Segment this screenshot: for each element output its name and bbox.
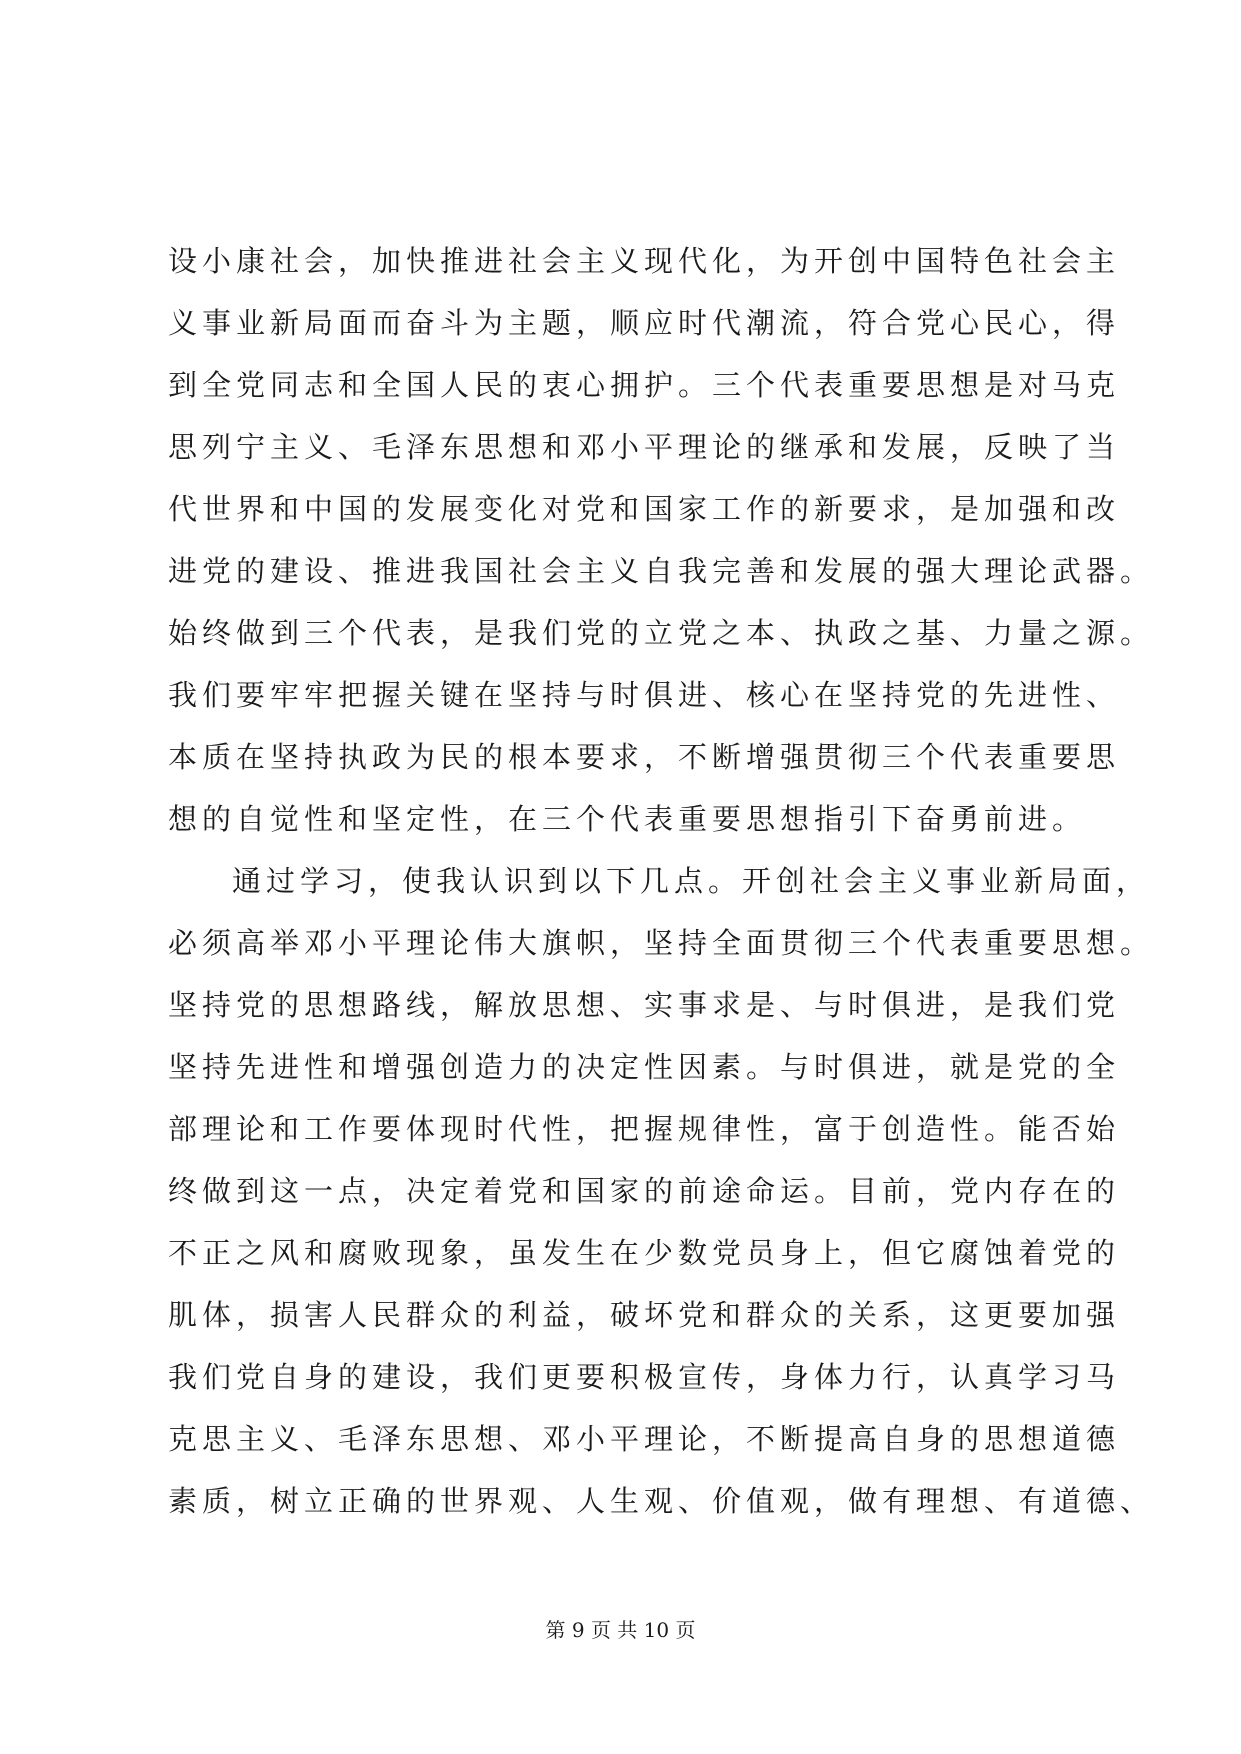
page-footer <box>0 1614 1241 1643</box>
paragraph <box>168 230 1155 850</box>
text-line: 我们党自身的建设，我们更要积极宣传，身体力行，认真学习马 <box>168 1360 1121 1394</box>
text-line: 始终做到三个代表，是我们党的立党之本、执政之基、力量之源。 <box>168 616 1155 650</box>
text-line: 部理论和工作要体现时代性，把握规律性，富于创造性。能否始 <box>168 1112 1121 1146</box>
text-line: 不正之风和腐败现象，虽发生在少数党员身上，但它腐蚀着党的 <box>168 1236 1121 1270</box>
page-number: 第 9 页 共 10 页 <box>545 1618 696 1642</box>
text-line: 克思主义、毛泽东思想、邓小平理论，不断提高自身的思想道德 <box>168 1422 1121 1456</box>
text-line: 本质在坚持执政为民的根本要求，不断增强贯彻三个代表重要思 <box>168 740 1121 774</box>
text-line: 设小康社会，加快推进社会主义现代化，为开创中国特色社会主 <box>168 244 1121 278</box>
text-line: 义事业新局面而奋斗为主题，顺应时代潮流，符合党心民心，得 <box>168 306 1121 340</box>
text-line: 坚持党的思想路线，解放思想、实事求是、与时俱进，是我们党 <box>168 988 1121 1022</box>
text-line: 肌体，损害人民群众的利益，破坏党和群众的关系，这更要加强 <box>168 1298 1121 1332</box>
text-line: 到全党同志和全国人民的衷心拥护。三个代表重要思想是对马克 <box>168 368 1121 402</box>
text-line: 进党的建设、推进我国社会主义自我完善和发展的强大理论武器。 <box>168 554 1155 588</box>
text-line: 我们要牢牢把握关键在坚持与时俱进、核心在坚持党的先进性、 <box>168 678 1121 712</box>
text-line: 想的自觉性和坚定性，在三个代表重要思想指引下奋勇前进。 <box>168 802 1087 836</box>
text-line: 通过学习，使我认识到以下几点。开创社会主义事业新局面， <box>232 864 1151 898</box>
text-line: 必须高举邓小平理论伟大旗帜，坚持全面贯彻三个代表重要思想。 <box>168 926 1155 960</box>
paragraph <box>168 850 1155 1532</box>
text-line: 素质，树立正确的世界观、人生观、价值观，做有理想、有道德、 <box>168 1484 1155 1518</box>
document-body <box>168 230 1155 1532</box>
text-line: 终做到这一点，决定着党和国家的前途命运。目前，党内存在的 <box>168 1174 1121 1208</box>
text-line: 思列宁主义、毛泽东思想和邓小平理论的继承和发展，反映了当 <box>168 430 1121 464</box>
text-line: 代世界和中国的发展变化对党和国家工作的新要求，是加强和改 <box>168 492 1121 526</box>
text-line: 坚持先进性和增强创造力的决定性因素。与时俱进，就是党的全 <box>168 1050 1121 1084</box>
